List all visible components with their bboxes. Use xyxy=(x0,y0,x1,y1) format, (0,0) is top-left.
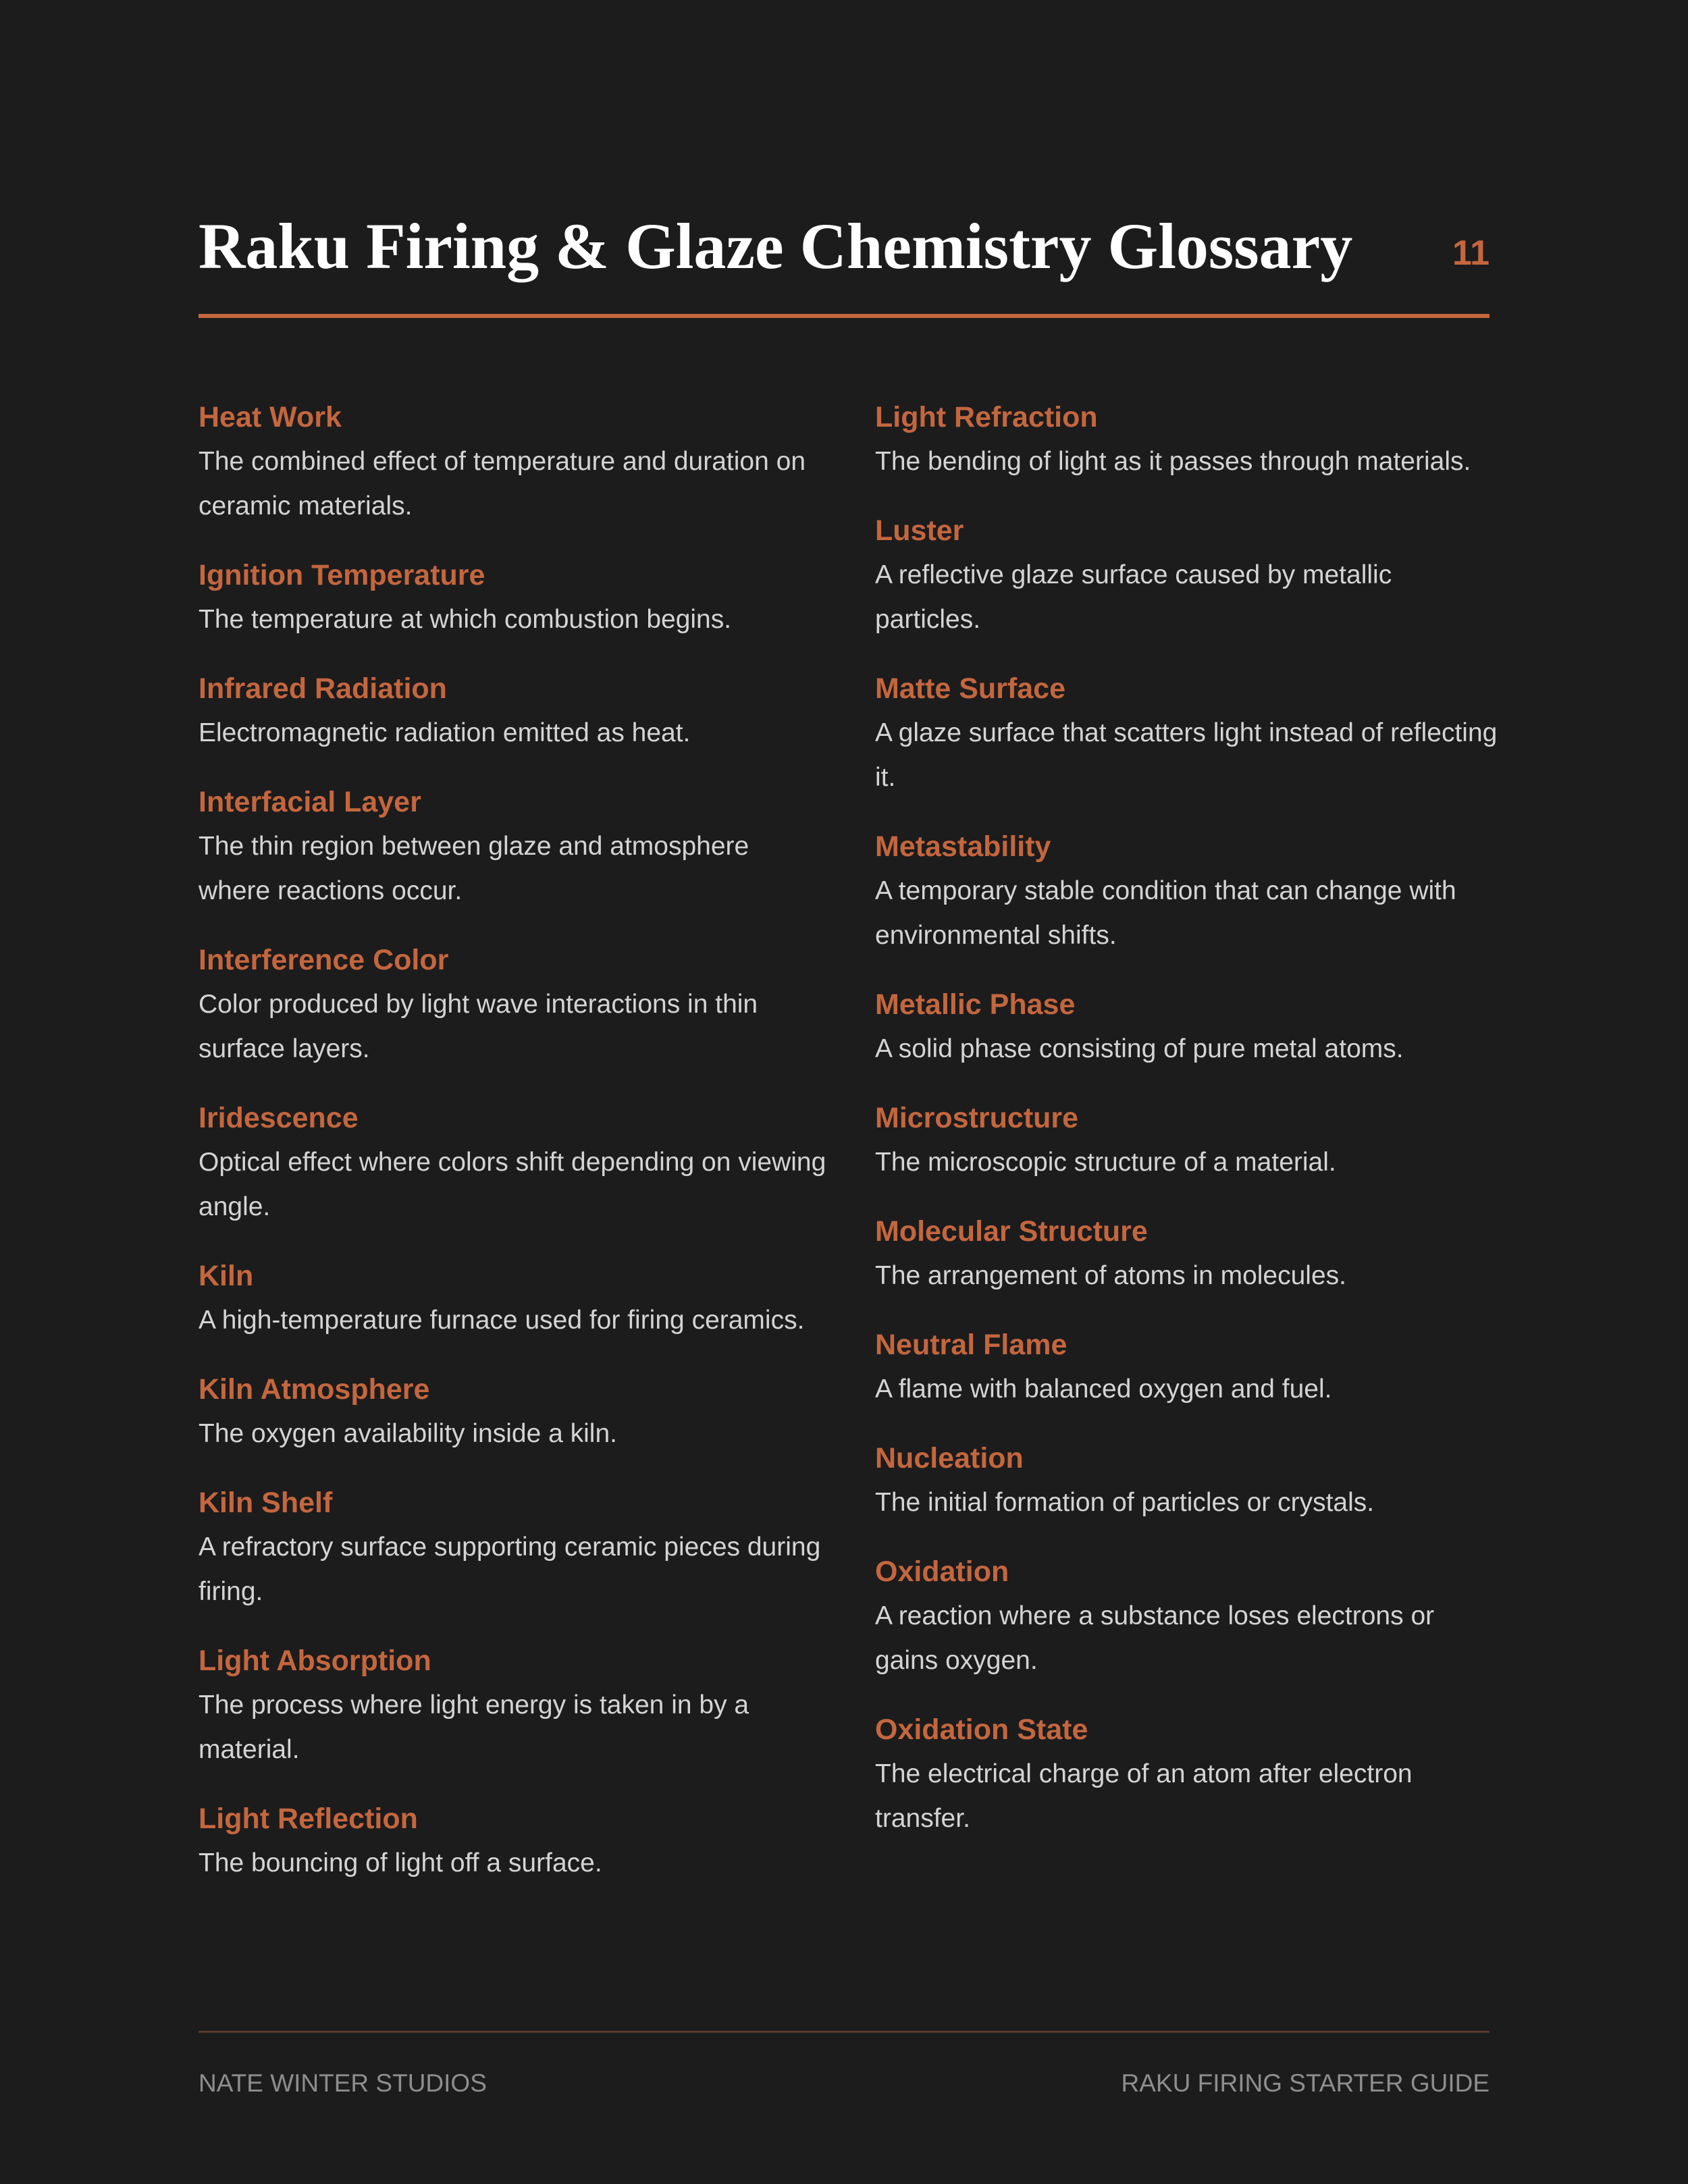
glossary-term: Interference Color xyxy=(199,944,449,976)
glossary-term: Luster xyxy=(875,514,964,547)
glossary-entry xyxy=(875,982,1503,1071)
glossary-entry xyxy=(875,1436,1503,1525)
glossary-definition: A high-temperature furnace used for firing ceramics. xyxy=(199,1306,805,1335)
glossary-term: Molecular Structure xyxy=(875,1215,1148,1248)
glossary-entry xyxy=(875,1323,1503,1412)
page-number: 11 xyxy=(1452,234,1489,273)
glossary-definition: The initial formation of particles or crystals. xyxy=(875,1488,1375,1517)
glossary-term: Iridescence xyxy=(199,1102,359,1134)
glossary-entry xyxy=(875,1707,1503,1841)
footer-studio-name: NATE WINTER STUDIOS xyxy=(199,2069,487,2097)
glossary-term: Infrared Radiation xyxy=(199,672,447,705)
glossary-entry xyxy=(199,1639,826,1772)
glossary-term: Light Refraction xyxy=(875,401,1098,433)
glossary-term: Interfacial Layer xyxy=(199,786,421,818)
glossary-entry xyxy=(875,666,1503,800)
glossary-definition: Optical effect where colors shift depending on viewing angle. xyxy=(199,1148,826,1221)
glossary-term: Oxidation State xyxy=(875,1713,1088,1746)
glossary-entry xyxy=(875,1549,1503,1683)
glossary-definition: A glaze surface that scatters light instead of reflecting it. xyxy=(875,718,1498,792)
glossary-term: Metastability xyxy=(875,830,1051,863)
page-header xyxy=(199,203,1489,290)
glossary-term: Nucleation xyxy=(875,1442,1024,1474)
glossary-definition: The electrical charge of an atom after electron transfer. xyxy=(875,1759,1413,1833)
glossary-entry xyxy=(875,395,1503,484)
glossary-entry xyxy=(875,1209,1503,1298)
glossary-term: Light Reflection xyxy=(199,1803,418,1835)
glossary-entry xyxy=(875,824,1503,958)
glossary-term: Oxidation xyxy=(875,1555,1009,1588)
glossary-definition: The combined effect of temperature and duration on ceramic materials. xyxy=(199,447,806,521)
glossary-entry xyxy=(199,1096,826,1229)
glossary-entry xyxy=(199,1254,826,1343)
glossary-entry xyxy=(199,553,826,642)
glossary-page xyxy=(199,0,1498,2184)
glossary-term: Ignition Temperature xyxy=(199,559,485,591)
glossary-definition: The bending of light as it passes through materials. xyxy=(875,447,1471,476)
glossary-definition: The temperature at which combustion begins. xyxy=(199,605,732,634)
glossary-entry xyxy=(199,395,826,529)
glossary-term: Matte Surface xyxy=(875,672,1065,705)
header-divider xyxy=(199,314,1489,318)
glossary-column-right xyxy=(875,395,1503,1865)
glossary-definition: A solid phase consisting of pure metal atoms. xyxy=(875,1034,1404,1063)
glossary-entry xyxy=(875,1096,1503,1185)
glossary-term: Kiln xyxy=(199,1260,254,1292)
glossary-definition: Electromagnetic radiation emitted as heat. xyxy=(199,718,691,747)
glossary-entry xyxy=(199,666,826,755)
page-title: Raku Firing & Glaze Chemistry Glossary xyxy=(199,210,1353,282)
glossary-definition: A reflective glaze surface caused by metallic particles. xyxy=(875,560,1392,634)
glossary-definition: The bouncing of light off a surface. xyxy=(199,1848,602,1877)
glossary-term: Kiln Atmosphere xyxy=(199,1373,430,1406)
glossary-definition: The arrangement of atoms in molecules. xyxy=(875,1261,1347,1290)
glossary-definition: The microscopic structure of a material. xyxy=(875,1148,1336,1177)
glossary-definition: A flame with balanced oxygen and fuel. xyxy=(875,1375,1332,1404)
glossary-entry xyxy=(199,780,826,913)
glossary-term: Heat Work xyxy=(199,401,342,433)
glossary-definition: Color produced by light wave interactions in thin surface layers. xyxy=(199,990,758,1063)
glossary-term: Metallic Phase xyxy=(875,988,1076,1021)
glossary-term: Neutral Flame xyxy=(875,1329,1067,1361)
glossary-definition: A temporary stable condition that can change with environmental shifts. xyxy=(875,876,1456,950)
glossary-definition: A refractory surface supporting ceramic pieces during firing. xyxy=(199,1533,821,1606)
footer-divider xyxy=(199,2031,1489,2033)
glossary-entry xyxy=(199,1481,826,1614)
glossary-definition: The oxygen availability inside a kiln. xyxy=(199,1419,618,1448)
glossary-term: Kiln Shelf xyxy=(199,1487,333,1519)
glossary-entry xyxy=(875,508,1503,642)
glossary-entry xyxy=(199,1796,826,1886)
glossary-definition: The thin region between glaze and atmosphere where reactions occur. xyxy=(199,832,749,905)
glossary-definition: The process where light energy is taken in by a material. xyxy=(199,1690,749,1764)
glossary-term: Light Absorption xyxy=(199,1645,431,1677)
footer-guide-title: RAKU FIRING STARTER GUIDE xyxy=(1121,2069,1489,2097)
glossary-entry xyxy=(199,1367,826,1456)
glossary-entry xyxy=(199,938,826,1071)
glossary-term: Microstructure xyxy=(875,1102,1079,1134)
glossary-definition: A reaction where a substance loses electrons or gains oxygen. xyxy=(875,1601,1435,1675)
glossary-column-left xyxy=(199,395,826,1910)
